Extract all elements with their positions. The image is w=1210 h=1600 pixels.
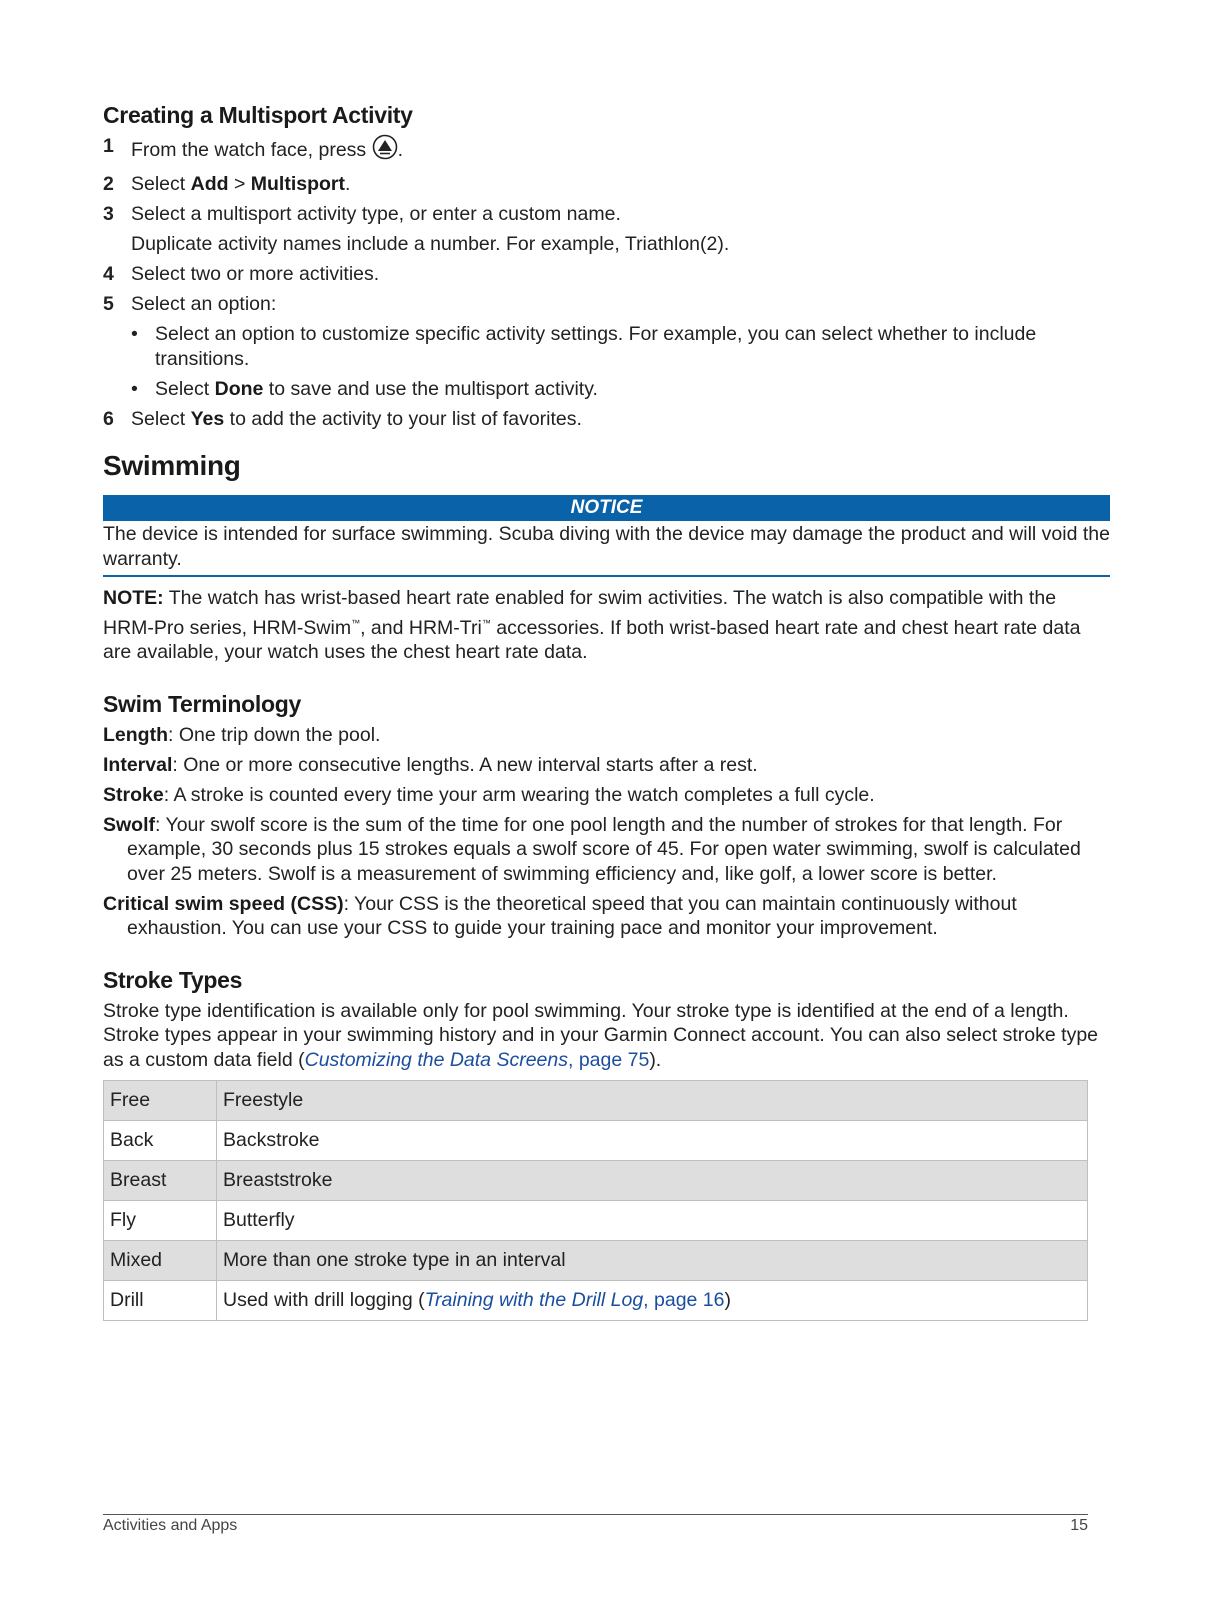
customizing-data-screens-link[interactable]: Customizing the Data Screens, page 75: [304, 1048, 650, 1071]
footer-divider: [103, 1514, 1088, 1515]
term-swolf: Swolf: Your swolf score is the sum of the time for one pool length and the number of strokes for that length. For example, 30 seconds plus 15 strokes equals a swolf score of 45. For open water swimming, swolf is calculated over 25 meters. Swolf is a measurement of swimming efficiency and, like golf, a lower score is better.: [103, 813, 1081, 885]
step-3: 3 Select a multisport activity type, or enter a custom name.: [103, 203, 621, 225]
table-row: Mixed More than one stroke type in an interval: [104, 1241, 1088, 1281]
step-2: 2 Select Add > Multisport.: [103, 173, 351, 195]
bullet-icon: •: [131, 377, 138, 400]
bullet-item: • Select an option to customize specific activity settings. For example, you can select whether to include transitions.: [131, 323, 1037, 370]
term-stroke: Stroke: A stroke is counted every time your arm wearing the watch completes a full cycle.: [103, 783, 875, 806]
page-number: 15: [1070, 1517, 1088, 1534]
stroke-types-table: [103, 1080, 1088, 1321]
notice-banner: NOTICE: [103, 495, 1110, 521]
bullet-item: • Select Done to save and use the multisport activity.: [131, 377, 598, 400]
bullet-icon: •: [131, 323, 138, 345]
multisport-menu-label: Multisport: [250, 173, 345, 195]
done-menu-label: Done: [214, 377, 264, 400]
note-label: NOTE:: [103, 587, 164, 609]
notice-text: The device is intended for surface swimming. Scuba diving with the device may damage the product and will void the warranty.: [103, 521, 1110, 577]
add-menu-label: Add: [190, 173, 229, 195]
step-4: 4 Select two or more activities.: [103, 263, 380, 285]
footer-section-title: Activities and Apps: [103, 1517, 238, 1534]
table-row: Breast Breaststroke: [104, 1161, 1088, 1201]
yes-menu-label: Yes: [190, 407, 225, 430]
term-interval: Interval: One or more consecutive lengths. A new interval starts after a rest.: [103, 753, 758, 776]
multisport-heading: Creating a Multisport Activity: [103, 102, 413, 128]
table-row: Free Freestyle: [104, 1081, 1088, 1121]
step-3-note: Duplicate activity names include a number. For example, Triathlon(2).: [131, 233, 730, 255]
swimming-heading: Swimming: [103, 450, 241, 481]
table-row: Drill Used with drill logging (Training with the Drill Log, page 16): [104, 1281, 1088, 1321]
stroke-types-intro: Stroke type identification is available only for pool swimming. Your stroke type is identified at the end of a length. Stroke types appear in your swimming history and in your Garmin Connect account. You can also select stroke type as a custom data field (Customizing the Data Screens, page 75).: [103, 999, 1099, 1071]
up-button-icon: [372, 134, 398, 167]
term-css: Critical swim speed (CSS): Your CSS is the theoretical speed that you can maintain continuously without exhaustion. You can use your CSS to guide your training pace and monitor your improvement.: [103, 892, 1017, 939]
table-row: Fly Butterfly: [104, 1201, 1088, 1241]
term-length: Length: One trip down the pool.: [103, 723, 381, 746]
stroke-types-heading: Stroke Types: [103, 966, 243, 993]
drill-log-link[interactable]: Training with the Drill Log, page 16: [424, 1289, 725, 1311]
step-6: 6 Select Yes to add the activity to your list of favorites.: [103, 407, 582, 430]
step-5: 5 Select an option:: [103, 293, 277, 315]
swim-terminology-heading: Swim Terminology: [103, 690, 301, 717]
hr-note: NOTE: The watch has wrist-based heart rate enabled for swim activities. The watch is also compatible with the HRM-Pro series, HRM-Swim™, and HRM-Tri™ accessories. If both wrist-based heart rate and chest heart rate data are available, your watch uses the chest heart rate data.: [103, 587, 1081, 663]
step-1: 1 From the watch face, press .: [103, 134, 1110, 167]
table-row: Back Backstroke: [104, 1121, 1088, 1161]
manual-page: [103, 100, 1110, 1321]
